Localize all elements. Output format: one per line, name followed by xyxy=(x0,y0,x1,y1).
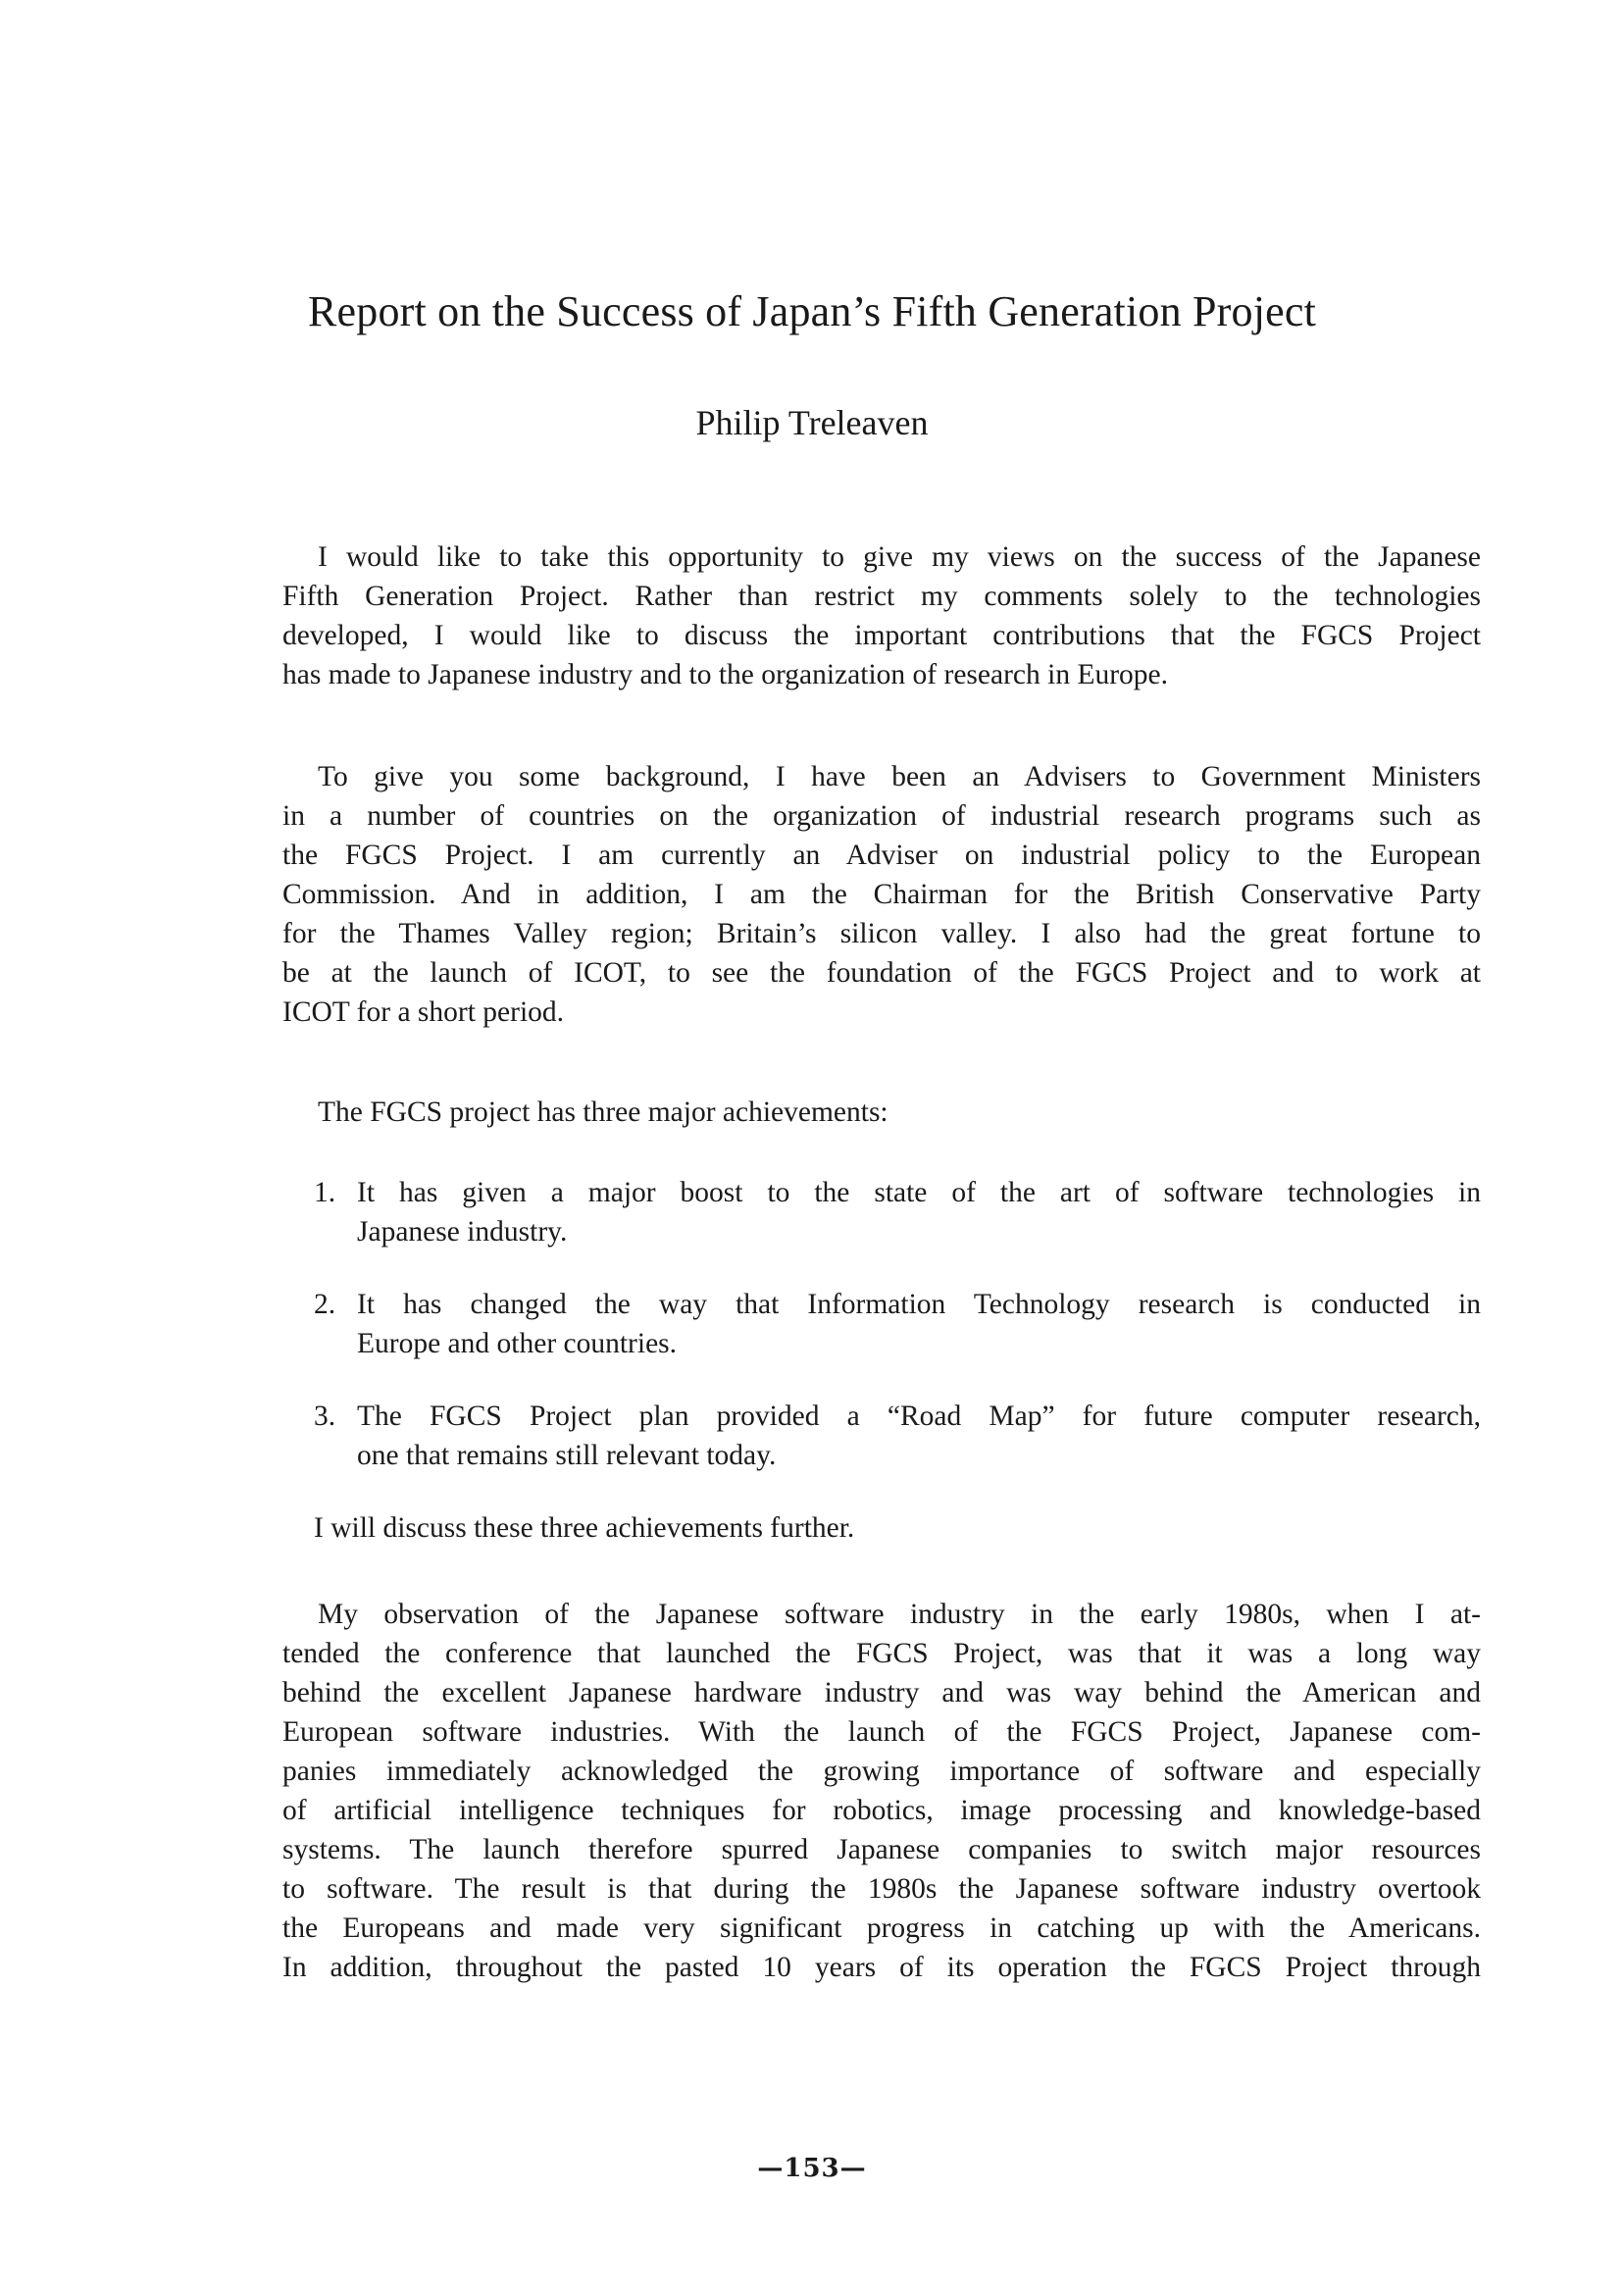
paragraph-background xyxy=(282,757,1481,1032)
paragraph-line: the FGCS Project. I am currently an Adviser on industrial policy to the European xyxy=(282,840,1481,871)
paragraph-line: has made to Japanese industry and to the organization of research in Europe. xyxy=(282,659,1169,690)
paragraph-line: I will discuss these three achievements further. xyxy=(314,1512,855,1544)
paragraph-line: tended the conference that launched the FGCS Project, was that it was a long way xyxy=(282,1638,1481,1669)
paragraph-line: I would like to take this opportunity to give my views on the success of the Japanese xyxy=(318,541,1481,573)
paragraph-line: Commission. And in addition, I am the Chairman for the British Conservative Party xyxy=(282,879,1481,910)
document-title: Report on the Success of Japan’s Fifth Generation Project xyxy=(307,287,1317,335)
paragraph-discussion-intro xyxy=(314,1508,1481,1548)
list-item-line: It has given a major boost to the state of the art of software technologies in xyxy=(357,1177,1481,1208)
paragraph-line: Fifth Generation Project. Rather than restrict my comments solely to the technologies xyxy=(282,581,1481,612)
list-number: 1. xyxy=(314,1177,336,1208)
list-item-line: Europe and other countries. xyxy=(357,1328,678,1359)
list-item-line: Japanese industry. xyxy=(357,1216,568,1248)
paragraph-line: In addition, throughout the pasted 10 years of its operation the FGCS Project through xyxy=(282,1952,1481,1983)
list-number: 3. xyxy=(314,1401,336,1432)
paragraph-achievements-intro xyxy=(318,1093,1481,1132)
paragraph-line: the Europeans and made very significant progress in catching up with the Americans. xyxy=(282,1912,1481,1944)
list-item-line: It has changed the way that Information Technology research is conducted in xyxy=(357,1289,1481,1320)
list-item-line: one that remains still relevant today. xyxy=(357,1440,777,1471)
paragraph-line: for the Thames Valley region; Britain’s silicon valley. I also had the great fortune to xyxy=(282,918,1481,949)
author-name: Philip Treleaven xyxy=(695,403,929,442)
page-number: —153— xyxy=(757,2154,867,2183)
paragraph-line: systems. The launch therefore spurred Japanese companies to switch major resources xyxy=(282,1834,1481,1865)
list-item-line: The FGCS Project plan provided a “Road Map” for future computer research, xyxy=(357,1401,1481,1432)
paragraph-observation xyxy=(282,1595,1481,1987)
paragraph-line: developed, I would like to discuss the important contributions that the FGCS Project xyxy=(282,620,1481,651)
list-number: 2. xyxy=(314,1289,336,1320)
paragraph-line: to software. The result is that during the 1980s the Japanese software industry overtook xyxy=(282,1873,1481,1905)
paragraph-intro xyxy=(282,537,1481,694)
paragraph-line: of artificial intelligence techniques for robotics, image processing and knowledge-based xyxy=(282,1795,1481,1826)
paragraph-line: panies immediately acknowledged the growing importance of software and especially xyxy=(282,1756,1481,1787)
paragraph-line: My observation of the Japanese software industry in the early 1980s, when I at- xyxy=(318,1599,1481,1630)
paragraph-line: European software industries. With the launch of the FGCS Project, Japanese com- xyxy=(282,1716,1481,1748)
paragraph-line: in a number of countries on the organization of industrial research programs such as xyxy=(282,800,1481,832)
paragraph-line: ICOT for a short period. xyxy=(282,996,565,1028)
paragraph-line: be at the launch of ICOT, to see the foundation of the FGCS Project and to work at xyxy=(282,957,1481,989)
paragraph-line: To give you some background, I have been an Advisers to Government Ministers xyxy=(318,761,1481,792)
paragraph-line: The FGCS project has three major achievements: xyxy=(318,1096,888,1128)
paragraph-line: behind the excellent Japanese hardware industry and was way behind the American and xyxy=(282,1677,1481,1708)
